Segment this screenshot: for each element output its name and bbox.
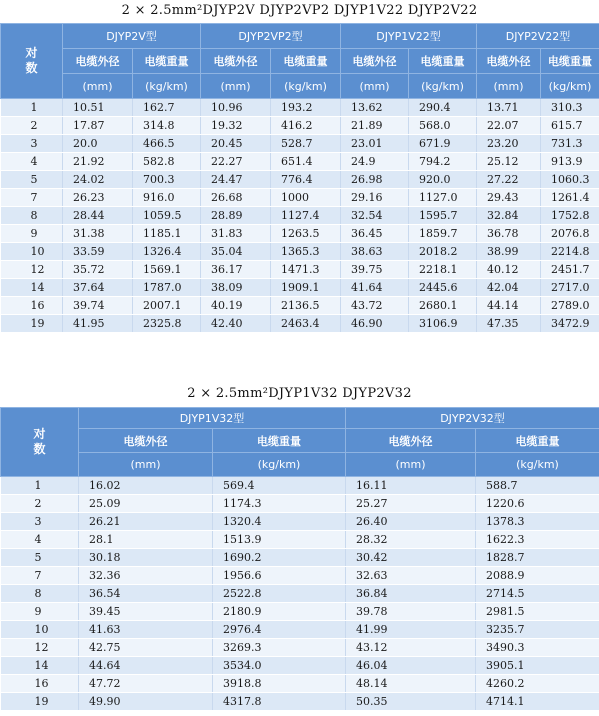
weight-cell: 1127.0 bbox=[409, 189, 477, 207]
outer-diameter-cell: 10.51 bbox=[63, 99, 133, 117]
outer-diameter-cell: 39.45 bbox=[79, 603, 213, 621]
outer-diameter-cell: 41.95 bbox=[63, 315, 133, 333]
outer-diameter-cell: 41.99 bbox=[346, 621, 476, 639]
table-row bbox=[1, 117, 599, 135]
outer-diameter-cell: 21.89 bbox=[341, 117, 409, 135]
weight-cell: 466.5 bbox=[133, 135, 201, 153]
outer-diameter-cell: 35.04 bbox=[201, 243, 271, 261]
pair-count-cell: 7 bbox=[1, 567, 79, 585]
pair-count-cell: 3 bbox=[1, 135, 63, 153]
weight-cell: 1752.8 bbox=[541, 207, 599, 225]
weight-cell: 913.9 bbox=[541, 153, 599, 171]
outer-diameter-cell: 32.84 bbox=[477, 207, 541, 225]
outer-diameter-cell: 26.40 bbox=[346, 513, 476, 531]
weight-cell: 2714.5 bbox=[476, 585, 599, 603]
outer-diameter-cell: 21.92 bbox=[63, 153, 133, 171]
outer-diameter-cell: 23.01 bbox=[341, 135, 409, 153]
pair-count-cell: 3 bbox=[1, 513, 79, 531]
outer-diameter-cell: 17.87 bbox=[63, 117, 133, 135]
outer-diameter-cell: 36.84 bbox=[346, 585, 476, 603]
group-header: DJYP2VP2型 bbox=[201, 24, 341, 49]
outer-diameter-cell: 32.63 bbox=[346, 567, 476, 585]
outer-diameter-cell: 40.12 bbox=[477, 261, 541, 279]
unit-mm: (mm) bbox=[79, 453, 213, 477]
outer-diameter-cell: 46.90 bbox=[341, 315, 409, 333]
outer-diameter-cell: 26.21 bbox=[79, 513, 213, 531]
weight-cell: 1471.3 bbox=[271, 261, 341, 279]
outer-diameter-cell: 42.75 bbox=[79, 639, 213, 657]
cable-spec-table-2 bbox=[0, 407, 599, 711]
table-row bbox=[1, 585, 599, 603]
outer-diameter-cell: 26.23 bbox=[63, 189, 133, 207]
weight-cell: 3490.3 bbox=[476, 639, 599, 657]
outer-diameter-cell: 39.74 bbox=[63, 297, 133, 315]
outer-diameter-cell: 41.63 bbox=[79, 621, 213, 639]
weight-cell: 2789.0 bbox=[541, 297, 599, 315]
table-row bbox=[1, 477, 599, 495]
table2-title: 2 × 2.5mm²DJYP1V32 DJYP2V32 bbox=[187, 386, 412, 401]
table-row bbox=[1, 567, 599, 585]
table-row bbox=[1, 297, 599, 315]
weight-cell: 671.9 bbox=[409, 135, 477, 153]
weight-cell: 2180.9 bbox=[213, 603, 346, 621]
table-row bbox=[1, 693, 599, 711]
pair-count-cell: 4 bbox=[1, 531, 79, 549]
outer-diameter-cell: 22.07 bbox=[477, 117, 541, 135]
weight-cell: 1859.7 bbox=[409, 225, 477, 243]
group-header: DJYP1V32型 bbox=[79, 408, 346, 429]
weight-cell: 2136.5 bbox=[271, 297, 341, 315]
pair-count-cell: 12 bbox=[1, 261, 63, 279]
outer-diameter-cell: 43.72 bbox=[341, 297, 409, 315]
weight-cell: 1378.3 bbox=[476, 513, 599, 531]
weight-cell: 2680.1 bbox=[409, 297, 477, 315]
unit-kg-km: (kg/km) bbox=[476, 453, 599, 477]
weight-cell: 2981.5 bbox=[476, 603, 599, 621]
table-row bbox=[1, 135, 599, 153]
outer-diameter-cell: 25.12 bbox=[477, 153, 541, 171]
weight-cell: 569.4 bbox=[213, 477, 346, 495]
outer-diameter-cell: 27.22 bbox=[477, 171, 541, 189]
pair-count-cell: 5 bbox=[1, 171, 63, 189]
outer-diameter-cell: 44.14 bbox=[477, 297, 541, 315]
outer-diameter-cell: 16.11 bbox=[346, 477, 476, 495]
pair-count-cell: 10 bbox=[1, 243, 63, 261]
outer-diameter-cell: 20.0 bbox=[63, 135, 133, 153]
outer-diameter-cell: 24.02 bbox=[63, 171, 133, 189]
pair-count-cell: 8 bbox=[1, 207, 63, 225]
weight-cell: 920.0 bbox=[409, 171, 477, 189]
table-row bbox=[1, 99, 599, 117]
weight-cell: 2088.9 bbox=[476, 567, 599, 585]
table-row bbox=[1, 279, 599, 297]
pair-count-cell: 2 bbox=[1, 495, 79, 513]
outer-diameter-cell: 24.47 bbox=[201, 171, 271, 189]
unit-kg-km: (kg/km) bbox=[409, 74, 477, 99]
weight-cell: 1326.4 bbox=[133, 243, 201, 261]
weight-cell: 3918.8 bbox=[213, 675, 346, 693]
outer-diameter-cell: 28.44 bbox=[63, 207, 133, 225]
pair-count-cell: 10 bbox=[1, 621, 79, 639]
pair-count-cell: 19 bbox=[1, 693, 79, 711]
outer-diameter-cell: 31.83 bbox=[201, 225, 271, 243]
unit-mm: (mm) bbox=[201, 74, 271, 99]
weight-cell: 3472.9 bbox=[541, 315, 599, 333]
outer-diameter-cell: 23.20 bbox=[477, 135, 541, 153]
weight-cell: 1595.7 bbox=[409, 207, 477, 225]
unit-kg-km: (kg/km) bbox=[133, 74, 201, 99]
weight-cell: 1220.6 bbox=[476, 495, 599, 513]
weight-cell: 314.8 bbox=[133, 117, 201, 135]
pairs-header: 对 数 bbox=[1, 24, 63, 99]
weight-cell: 2451.7 bbox=[541, 261, 599, 279]
weight-cell: 2522.8 bbox=[213, 585, 346, 603]
outer-diameter-cell: 29.43 bbox=[477, 189, 541, 207]
weight-cell: 3106.9 bbox=[409, 315, 477, 333]
table-row bbox=[1, 189, 599, 207]
pair-count-cell: 9 bbox=[1, 225, 63, 243]
weight-cell: 2463.4 bbox=[271, 315, 341, 333]
table-row bbox=[1, 531, 599, 549]
pair-count-cell: 5 bbox=[1, 549, 79, 567]
weight-cell: 1263.5 bbox=[271, 225, 341, 243]
pair-count-cell: 1 bbox=[1, 477, 79, 495]
weight-cell: 582.8 bbox=[133, 153, 201, 171]
weight-cell: 1787.0 bbox=[133, 279, 201, 297]
outer-diameter-cell: 13.62 bbox=[341, 99, 409, 117]
weight-cell: 1174.3 bbox=[213, 495, 346, 513]
group-header: DJYP2V型 bbox=[63, 24, 201, 49]
table-row bbox=[1, 243, 599, 261]
pair-count-cell: 14 bbox=[1, 279, 63, 297]
unit-mm: (mm) bbox=[346, 453, 476, 477]
weight-header: 电缆重量 bbox=[476, 429, 599, 453]
outer-diameter-cell: 38.09 bbox=[201, 279, 271, 297]
outer-diameter-cell: 44.64 bbox=[79, 657, 213, 675]
outer-diameter-cell: 32.36 bbox=[79, 567, 213, 585]
outer-diameter-header: 电缆外径 bbox=[346, 429, 476, 453]
weight-cell: 1956.6 bbox=[213, 567, 346, 585]
group-header: DJYP2V22型 bbox=[477, 24, 599, 49]
table-row bbox=[1, 549, 599, 567]
weight-cell: 3269.3 bbox=[213, 639, 346, 657]
weight-cell: 4260.2 bbox=[476, 675, 599, 693]
outer-diameter-cell: 37.64 bbox=[63, 279, 133, 297]
outer-diameter-cell: 28.32 bbox=[346, 531, 476, 549]
weight-cell: 1127.4 bbox=[271, 207, 341, 225]
table-row bbox=[1, 495, 599, 513]
outer-diameter-cell: 32.54 bbox=[341, 207, 409, 225]
outer-diameter-header: 电缆外径 bbox=[341, 49, 409, 74]
weight-cell: 4714.1 bbox=[476, 693, 599, 711]
weight-cell: 615.7 bbox=[541, 117, 599, 135]
outer-diameter-cell: 10.96 bbox=[201, 99, 271, 117]
unit-kg-km: (kg/km) bbox=[271, 74, 341, 99]
outer-diameter-cell: 35.72 bbox=[63, 261, 133, 279]
unit-mm: (mm) bbox=[477, 74, 541, 99]
outer-diameter-cell: 36.45 bbox=[341, 225, 409, 243]
weight-cell: 2325.8 bbox=[133, 315, 201, 333]
weight-cell: 310.3 bbox=[541, 99, 599, 117]
table1-title: 2 × 2.5mm²DJYP2V DJYP2VP2 DJYP1V22 DJYP2V22 bbox=[121, 3, 478, 18]
weight-cell: 588.7 bbox=[476, 477, 599, 495]
outer-diameter-cell: 25.09 bbox=[79, 495, 213, 513]
weight-cell: 731.3 bbox=[541, 135, 599, 153]
pair-count-cell: 9 bbox=[1, 603, 79, 621]
weight-cell: 1690.2 bbox=[213, 549, 346, 567]
pair-count-cell: 16 bbox=[1, 675, 79, 693]
weight-cell: 1365.3 bbox=[271, 243, 341, 261]
weight-cell: 1513.9 bbox=[213, 531, 346, 549]
pair-count-cell: 8 bbox=[1, 585, 79, 603]
weight-cell: 2218.1 bbox=[409, 261, 477, 279]
outer-diameter-cell: 19.32 bbox=[201, 117, 271, 135]
weight-cell: 2445.6 bbox=[409, 279, 477, 297]
weight-cell: 2214.8 bbox=[541, 243, 599, 261]
weight-cell: 916.0 bbox=[133, 189, 201, 207]
cable-spec-table-1 bbox=[0, 23, 599, 333]
outer-diameter-cell: 26.68 bbox=[201, 189, 271, 207]
outer-diameter-cell: 38.63 bbox=[341, 243, 409, 261]
outer-diameter-cell: 42.40 bbox=[201, 315, 271, 333]
weight-cell: 3235.7 bbox=[476, 621, 599, 639]
group-header: DJYP1V22型 bbox=[341, 24, 477, 49]
outer-diameter-header: 电缆外径 bbox=[201, 49, 271, 74]
pair-count-cell: 14 bbox=[1, 657, 79, 675]
outer-diameter-cell: 36.17 bbox=[201, 261, 271, 279]
outer-diameter-header: 电缆外径 bbox=[477, 49, 541, 74]
weight-cell: 776.4 bbox=[271, 171, 341, 189]
outer-diameter-header: 电缆外径 bbox=[79, 429, 213, 453]
table-row bbox=[1, 315, 599, 333]
weight-cell: 162.7 bbox=[133, 99, 201, 117]
outer-diameter-cell: 42.04 bbox=[477, 279, 541, 297]
weight-cell: 2976.4 bbox=[213, 621, 346, 639]
table-row bbox=[1, 621, 599, 639]
pair-count-cell: 4 bbox=[1, 153, 63, 171]
weight-cell: 1320.4 bbox=[213, 513, 346, 531]
weight-cell: 568.0 bbox=[409, 117, 477, 135]
table-row bbox=[1, 657, 599, 675]
table-row bbox=[1, 225, 599, 243]
outer-diameter-cell: 25.27 bbox=[346, 495, 476, 513]
outer-diameter-cell: 28.1 bbox=[79, 531, 213, 549]
table-row bbox=[1, 639, 599, 657]
pair-count-cell: 16 bbox=[1, 297, 63, 315]
weight-cell: 3534.0 bbox=[213, 657, 346, 675]
weight-cell: 2076.8 bbox=[541, 225, 599, 243]
weight-cell: 1909.1 bbox=[271, 279, 341, 297]
weight-header: 电缆重量 bbox=[213, 429, 346, 453]
table-row bbox=[1, 603, 599, 621]
table-row bbox=[1, 675, 599, 693]
pair-count-cell: 19 bbox=[1, 315, 63, 333]
pair-count-cell: 12 bbox=[1, 639, 79, 657]
weight-header: 电缆重量 bbox=[133, 49, 201, 74]
weight-cell: 3905.1 bbox=[476, 657, 599, 675]
weight-header: 电缆重量 bbox=[409, 49, 477, 74]
outer-diameter-cell: 40.19 bbox=[201, 297, 271, 315]
outer-diameter-cell: 41.64 bbox=[341, 279, 409, 297]
weight-cell: 1261.4 bbox=[541, 189, 599, 207]
outer-diameter-cell: 36.78 bbox=[477, 225, 541, 243]
outer-diameter-cell: 13.71 bbox=[477, 99, 541, 117]
outer-diameter-cell: 39.78 bbox=[346, 603, 476, 621]
weight-cell: 1622.3 bbox=[476, 531, 599, 549]
outer-diameter-cell: 33.59 bbox=[63, 243, 133, 261]
weight-cell: 651.4 bbox=[271, 153, 341, 171]
table-row bbox=[1, 513, 599, 531]
unit-kg-km: (kg/km) bbox=[213, 453, 346, 477]
weight-cell: 1060.3 bbox=[541, 171, 599, 189]
weight-cell: 1185.1 bbox=[133, 225, 201, 243]
table-row bbox=[1, 171, 599, 189]
weight-cell: 1000 bbox=[271, 189, 341, 207]
outer-diameter-cell: 48.14 bbox=[346, 675, 476, 693]
unit-mm: (mm) bbox=[63, 74, 133, 99]
weight-cell: 290.4 bbox=[409, 99, 477, 117]
table-row bbox=[1, 207, 599, 225]
outer-diameter-cell: 28.89 bbox=[201, 207, 271, 225]
unit-mm: (mm) bbox=[341, 74, 409, 99]
outer-diameter-cell: 16.02 bbox=[79, 477, 213, 495]
outer-diameter-cell: 20.45 bbox=[201, 135, 271, 153]
outer-diameter-cell: 49.90 bbox=[79, 693, 213, 711]
outer-diameter-cell: 36.54 bbox=[79, 585, 213, 603]
outer-diameter-cell: 50.35 bbox=[346, 693, 476, 711]
outer-diameter-cell: 29.16 bbox=[341, 189, 409, 207]
pair-count-cell: 2 bbox=[1, 117, 63, 135]
outer-diameter-cell: 47.72 bbox=[79, 675, 213, 693]
outer-diameter-cell: 30.18 bbox=[79, 549, 213, 567]
table-row bbox=[1, 153, 599, 171]
pair-count-cell: 7 bbox=[1, 189, 63, 207]
table-row bbox=[1, 261, 599, 279]
outer-diameter-cell: 31.38 bbox=[63, 225, 133, 243]
outer-diameter-cell: 47.35 bbox=[477, 315, 541, 333]
pair-count-cell: 1 bbox=[1, 99, 63, 117]
weight-cell: 700.3 bbox=[133, 171, 201, 189]
weight-cell: 416.2 bbox=[271, 117, 341, 135]
weight-cell: 794.2 bbox=[409, 153, 477, 171]
group-header: DJYP2V32型 bbox=[346, 408, 599, 429]
weight-header: 电缆重量 bbox=[541, 49, 599, 74]
weight-cell: 528.7 bbox=[271, 135, 341, 153]
weight-cell: 2717.0 bbox=[541, 279, 599, 297]
outer-diameter-header: 电缆外径 bbox=[63, 49, 133, 74]
weight-cell: 4317.8 bbox=[213, 693, 346, 711]
outer-diameter-cell: 24.9 bbox=[341, 153, 409, 171]
weight-cell: 2018.2 bbox=[409, 243, 477, 261]
outer-diameter-cell: 38.99 bbox=[477, 243, 541, 261]
unit-kg-km: (kg/km) bbox=[541, 74, 599, 99]
outer-diameter-cell: 26.98 bbox=[341, 171, 409, 189]
outer-diameter-cell: 43.12 bbox=[346, 639, 476, 657]
weight-cell: 1828.7 bbox=[476, 549, 599, 567]
weight-cell: 1059.5 bbox=[133, 207, 201, 225]
weight-cell: 1569.1 bbox=[133, 261, 201, 279]
weight-cell: 193.2 bbox=[271, 99, 341, 117]
outer-diameter-cell: 22.27 bbox=[201, 153, 271, 171]
outer-diameter-cell: 46.04 bbox=[346, 657, 476, 675]
outer-diameter-cell: 39.75 bbox=[341, 261, 409, 279]
outer-diameter-cell: 30.42 bbox=[346, 549, 476, 567]
weight-cell: 2007.1 bbox=[133, 297, 201, 315]
pairs-header: 对 数 bbox=[1, 408, 79, 477]
weight-header: 电缆重量 bbox=[271, 49, 341, 74]
